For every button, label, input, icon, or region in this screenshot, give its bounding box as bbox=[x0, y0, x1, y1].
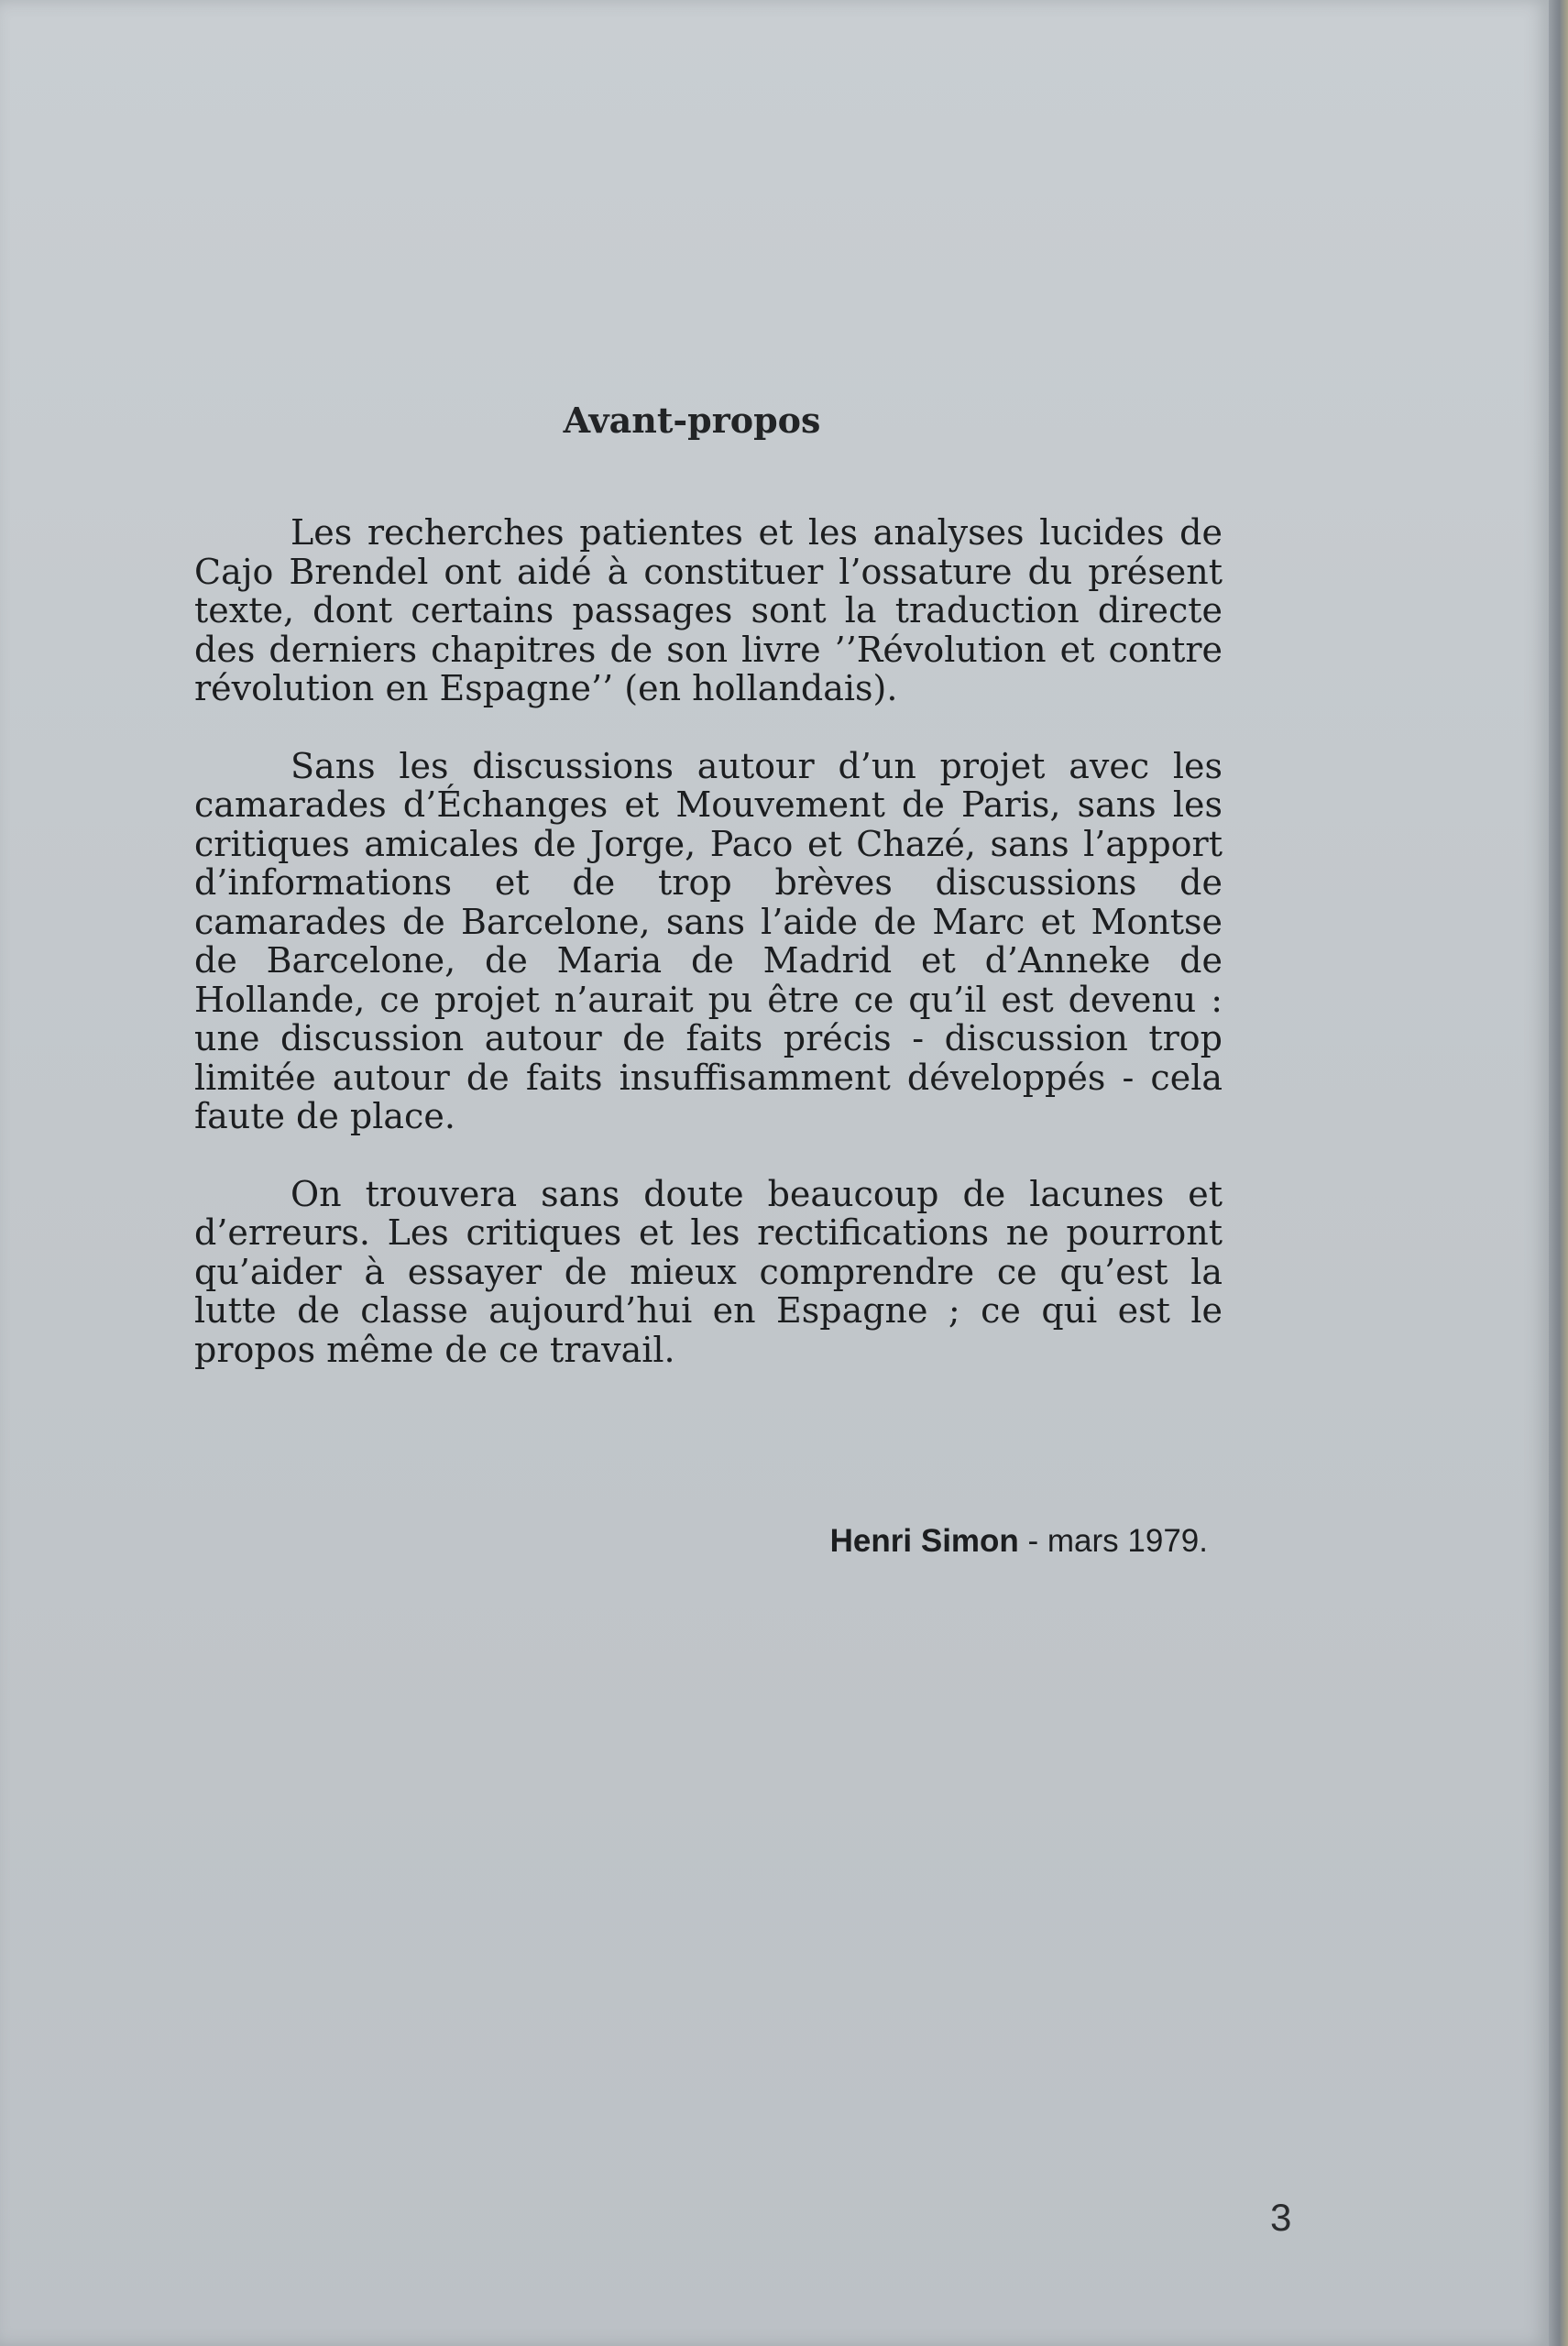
page-title: Avant-propos bbox=[563, 400, 821, 441]
signature bbox=[830, 1523, 1208, 1560]
page-number: 3 bbox=[1270, 2196, 1292, 2239]
paragraph-2: Sans les discussions autour d’un projet avec les camarades d’Échanges et Mouvement de Paris, sans les critiques amicales de Jorge, Paco et Chazé, sans l’apport d’informations et de trop brèves discussions de camarades de Barcelone, sans l’aide de Marc et Montse de Barcelone, de Maria de Madrid et d’Anneke de Hollande, ce projet n’aurait pu être ce qu’il est devenu : une discussion autour de faits précis - discussion trop limitée autour de faits insuffisamment développés - cela faute de place. bbox=[194, 745, 1223, 1136]
signature-date: - mars 1979. bbox=[1018, 1523, 1208, 1559]
signature-author: Henri Simon bbox=[829, 1523, 1019, 1559]
body-text bbox=[194, 513, 1223, 1408]
page-edge bbox=[1549, 0, 1568, 2346]
paragraph-3: On trouvera sans doute beaucoup de lacunes et d’erreurs. Les critiques et les rectifications ne pourront qu’aider à essayer de mieux comprendre ce qu’est la lutte de classe aujourd’hui en Espagne ; ce qui est le propos même de ce travail. bbox=[194, 1173, 1223, 1370]
paragraph-1: Les recherches patientes et les analyses lucides de Cajo Brendel ont aidé à constituer l’ossature du présent texte, dont certains passages sont la traduction directe des derniers chapitres de son livre ’’Révolution et contre révolution en Espagne’’ (en hollandais). bbox=[194, 512, 1223, 708]
